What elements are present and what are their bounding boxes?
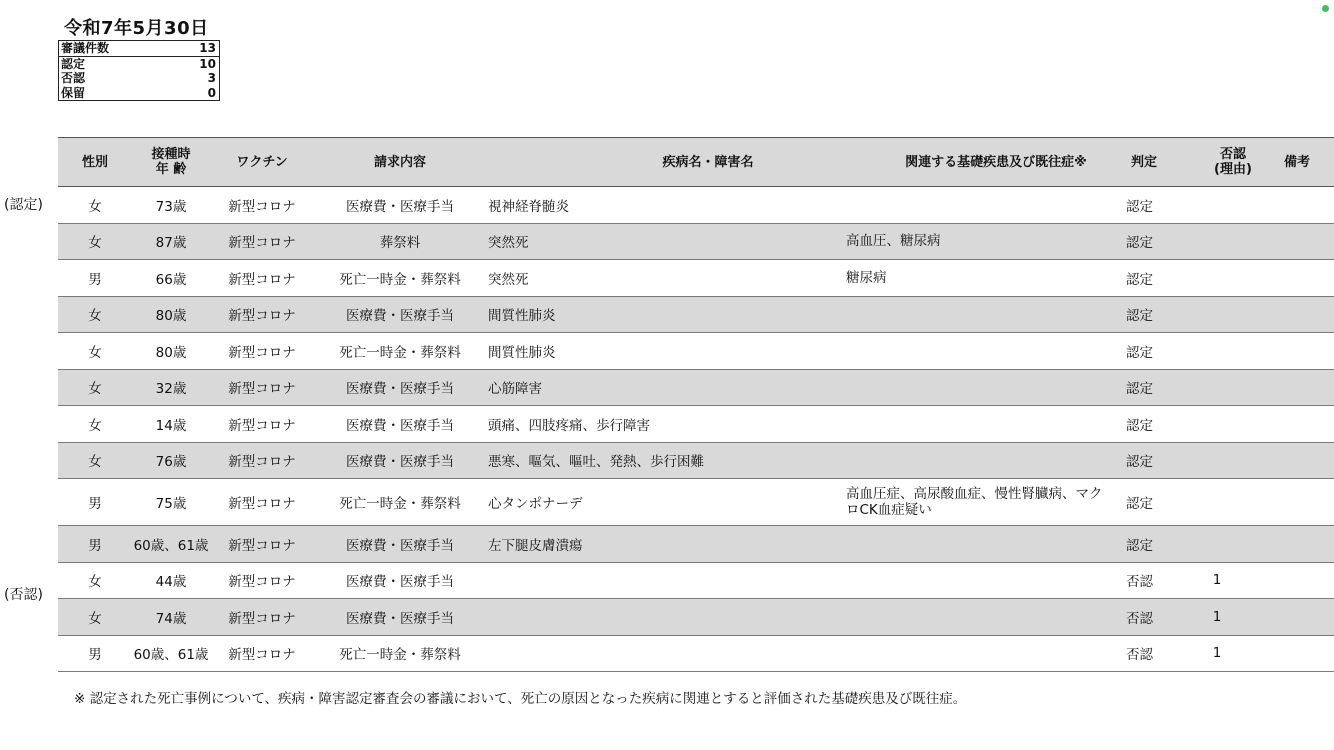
cell-judgment: 認定: [1126, 381, 1153, 398]
cell-sex: 女: [88, 308, 102, 325]
table-row: [58, 479, 1334, 526]
cell-related: [846, 297, 1108, 333]
cell-reason: 1: [1212, 608, 1222, 625]
table-row: [58, 333, 1334, 370]
header-reason: [1203, 138, 1263, 186]
cell-claim: 死亡一時金・葬祭料: [339, 647, 461, 664]
cell-age: 32歳: [155, 381, 187, 398]
cell-related: [846, 333, 1108, 369]
table-row: [58, 260, 1334, 297]
cell-related: [846, 636, 1108, 672]
cell-age: 14歳: [155, 417, 187, 434]
header-notes: 備考: [1284, 154, 1311, 170]
summary-value: 0: [207, 85, 216, 100]
cell-reason: [1182, 479, 1252, 525]
cell-sex: 女: [88, 417, 102, 434]
cell-disease: [488, 563, 828, 599]
table-row: [58, 406, 1334, 443]
cell-judgment: 認定: [1126, 344, 1153, 361]
group-label-approved: (認定): [4, 197, 43, 213]
cell-vaccine: 新型コロナ: [228, 537, 296, 554]
cell-disease: [488, 599, 828, 635]
cell-vaccine: 新型コロナ: [228, 271, 296, 288]
cell-age: 60歳、61歳: [133, 647, 209, 664]
cell-sex: 男: [88, 271, 102, 288]
cell-reason: [1182, 526, 1252, 562]
cell-vaccine: 新型コロナ: [228, 610, 296, 627]
cell-sex: 女: [88, 235, 102, 252]
summary-row: [59, 57, 219, 72]
table-row: [58, 443, 1334, 480]
cell-claim: 医療費・医療手当: [346, 308, 454, 325]
cell-age: 80歳: [155, 308, 187, 325]
group-label-denied: (否認): [4, 587, 43, 603]
cell-related: [846, 563, 1108, 599]
cell-claim: 医療費・医療手当: [346, 417, 454, 434]
cell-related: [846, 599, 1108, 635]
cell-judgment: 認定: [1126, 308, 1153, 325]
summary-value: 3: [207, 71, 216, 85]
table-row: [58, 636, 1334, 673]
cell-claim: 医療費・医療手当: [346, 537, 454, 554]
cell-related: [846, 406, 1108, 442]
cell-claim: 医療費・医療手当: [346, 198, 454, 215]
cell-reason: 1: [1212, 572, 1222, 589]
table-row: [58, 599, 1334, 636]
header-vaccine: ワクチン: [236, 154, 288, 170]
cell-age: 73歳: [155, 198, 187, 215]
cell-vaccine: 新型コロナ: [228, 198, 296, 215]
cell-claim: 死亡一時金・葬祭料: [339, 496, 461, 512]
cell-related: 糖尿病: [846, 269, 887, 286]
summary-row: [59, 41, 219, 57]
cell-vaccine: 新型コロナ: [228, 574, 296, 591]
header-age: [134, 138, 208, 186]
table-row: [58, 370, 1334, 407]
table-body: [58, 187, 1334, 672]
cell-claim: 医療費・医療手当: [346, 454, 454, 471]
cell-related: [846, 443, 1108, 479]
table-row: [58, 526, 1334, 563]
cell-age: 66歳: [155, 271, 187, 288]
header-sex: 性別: [81, 154, 108, 170]
header-reason-line1: 否認: [1219, 147, 1246, 162]
cell-vaccine: 新型コロナ: [228, 308, 296, 325]
cell-disease: 間質性肺炎: [488, 308, 556, 325]
cell-reason: [1182, 333, 1252, 369]
cell-age: 80歳: [155, 344, 187, 361]
summary-label: 保留: [61, 85, 86, 100]
cell-reason: [1182, 443, 1252, 479]
cell-claim: 医療費・医療手当: [346, 610, 454, 627]
cell-judgment: 否認: [1126, 574, 1153, 591]
summary-value: 13: [199, 41, 216, 55]
cell-judgment: 認定: [1126, 417, 1153, 434]
results-table: [58, 137, 1334, 672]
cell-related: [846, 370, 1108, 406]
header-claim: 請求内容: [373, 154, 426, 170]
summary-label: 否認: [61, 71, 86, 85]
cell-reason: [1182, 224, 1252, 260]
cell-judgment: 否認: [1126, 610, 1153, 627]
header-judgment: 判定: [1130, 154, 1157, 170]
cell-judgment: 認定: [1126, 537, 1153, 554]
cell-disease: 左下腿皮膚潰瘍: [488, 537, 583, 554]
header-age-line1: 接種時: [151, 147, 191, 162]
cell-claim: 医療費・医療手当: [346, 574, 454, 591]
cell-judgment: 認定: [1126, 198, 1153, 215]
cell-claim: 医療費・医療手当: [346, 381, 454, 398]
footnote: ※ 認定された死亡事例について、疾病・障害認定審査会の審議において、死亡の原因となった疾病に関連とすると評価された基礎疾患及び既往症。: [74, 691, 967, 707]
cell-vaccine: 新型コロナ: [228, 417, 296, 434]
cell-disease: 心タンポナーデ: [488, 496, 583, 512]
cell-claim: 死亡一時金・葬祭料: [339, 271, 461, 288]
table-row: [58, 563, 1334, 600]
cell-disease: [488, 636, 828, 672]
cell-sex: 女: [88, 454, 102, 471]
document-date: 令和7年5月30日: [64, 18, 209, 39]
cell-age: 75歳: [155, 496, 187, 512]
cell-reason: 1: [1212, 645, 1222, 662]
cell-age: 87歳: [155, 235, 187, 252]
cell-vaccine: 新型コロナ: [228, 496, 296, 512]
cell-vaccine: 新型コロナ: [228, 454, 296, 471]
cell-disease: 視神経脊髄炎: [488, 198, 569, 215]
summary-box: [58, 40, 220, 101]
header-related: 関連する基礎疾患及び既往症※: [905, 154, 1087, 170]
cell-sex: 女: [88, 198, 102, 215]
summary-value: 10: [199, 56, 216, 71]
cell-judgment: 認定: [1126, 271, 1153, 288]
cell-sex: 女: [88, 381, 102, 398]
cell-sex: 女: [88, 574, 102, 591]
status-dot: [1322, 5, 1329, 12]
cell-age: 60歳、61歳: [133, 537, 209, 554]
cell-related: 高血圧症、高尿酸血症、慢性腎臓病、マクロCK血症疑い: [846, 486, 1103, 518]
cell-vaccine: 新型コロナ: [228, 647, 296, 664]
cell-judgment: 否認: [1126, 647, 1153, 664]
cell-related: [846, 187, 1108, 223]
cell-sex: 女: [88, 610, 102, 627]
cell-reason: [1182, 260, 1252, 296]
cell-disease: 突然死: [488, 235, 529, 252]
cell-disease: 心筋障害: [488, 381, 542, 398]
summary-label: 認定: [61, 56, 86, 71]
summary-label: 審議件数: [61, 41, 110, 55]
cell-reason: [1182, 406, 1252, 442]
cell-disease: 突然死: [488, 271, 529, 288]
cell-disease: 頭痛、四肢疼痛、歩行障害: [488, 417, 650, 434]
cell-age: 44歳: [155, 574, 187, 591]
cell-reason: [1182, 297, 1252, 333]
cell-judgment: 認定: [1126, 496, 1153, 512]
cell-sex: 女: [88, 344, 102, 361]
header-reason-line2: (理由): [1214, 162, 1252, 177]
cell-claim: 葬祭料: [379, 235, 421, 252]
cell-vaccine: 新型コロナ: [228, 344, 296, 361]
header-disease: 疾病名・障害名: [662, 154, 754, 170]
table-row: [58, 187, 1334, 224]
cell-age: 74歳: [155, 610, 187, 627]
cell-sex: 男: [88, 647, 102, 664]
cell-reason: [1182, 370, 1252, 406]
table-header: [58, 137, 1334, 187]
cell-judgment: 認定: [1126, 235, 1153, 252]
table-row: [58, 297, 1334, 334]
cell-judgment: 認定: [1126, 454, 1153, 471]
cell-claim: 死亡一時金・葬祭料: [339, 344, 461, 361]
cell-vaccine: 新型コロナ: [228, 235, 296, 252]
header-age-line2: 年 齢: [155, 162, 187, 177]
cell-related: [846, 526, 1108, 562]
summary-row: [59, 71, 219, 86]
summary-row: [59, 86, 219, 101]
cell-related: 高血圧、糖尿病: [846, 233, 941, 250]
cell-reason: [1182, 187, 1252, 223]
cell-disease: 悪寒、嘔気、嘔吐、発熱、歩行困難: [488, 454, 704, 471]
cell-sex: 男: [88, 537, 102, 554]
cell-disease: 間質性肺炎: [488, 344, 556, 361]
cell-vaccine: 新型コロナ: [228, 381, 296, 398]
table-row: [58, 224, 1334, 261]
cell-age: 76歳: [155, 454, 187, 471]
cell-sex: 男: [88, 496, 102, 512]
